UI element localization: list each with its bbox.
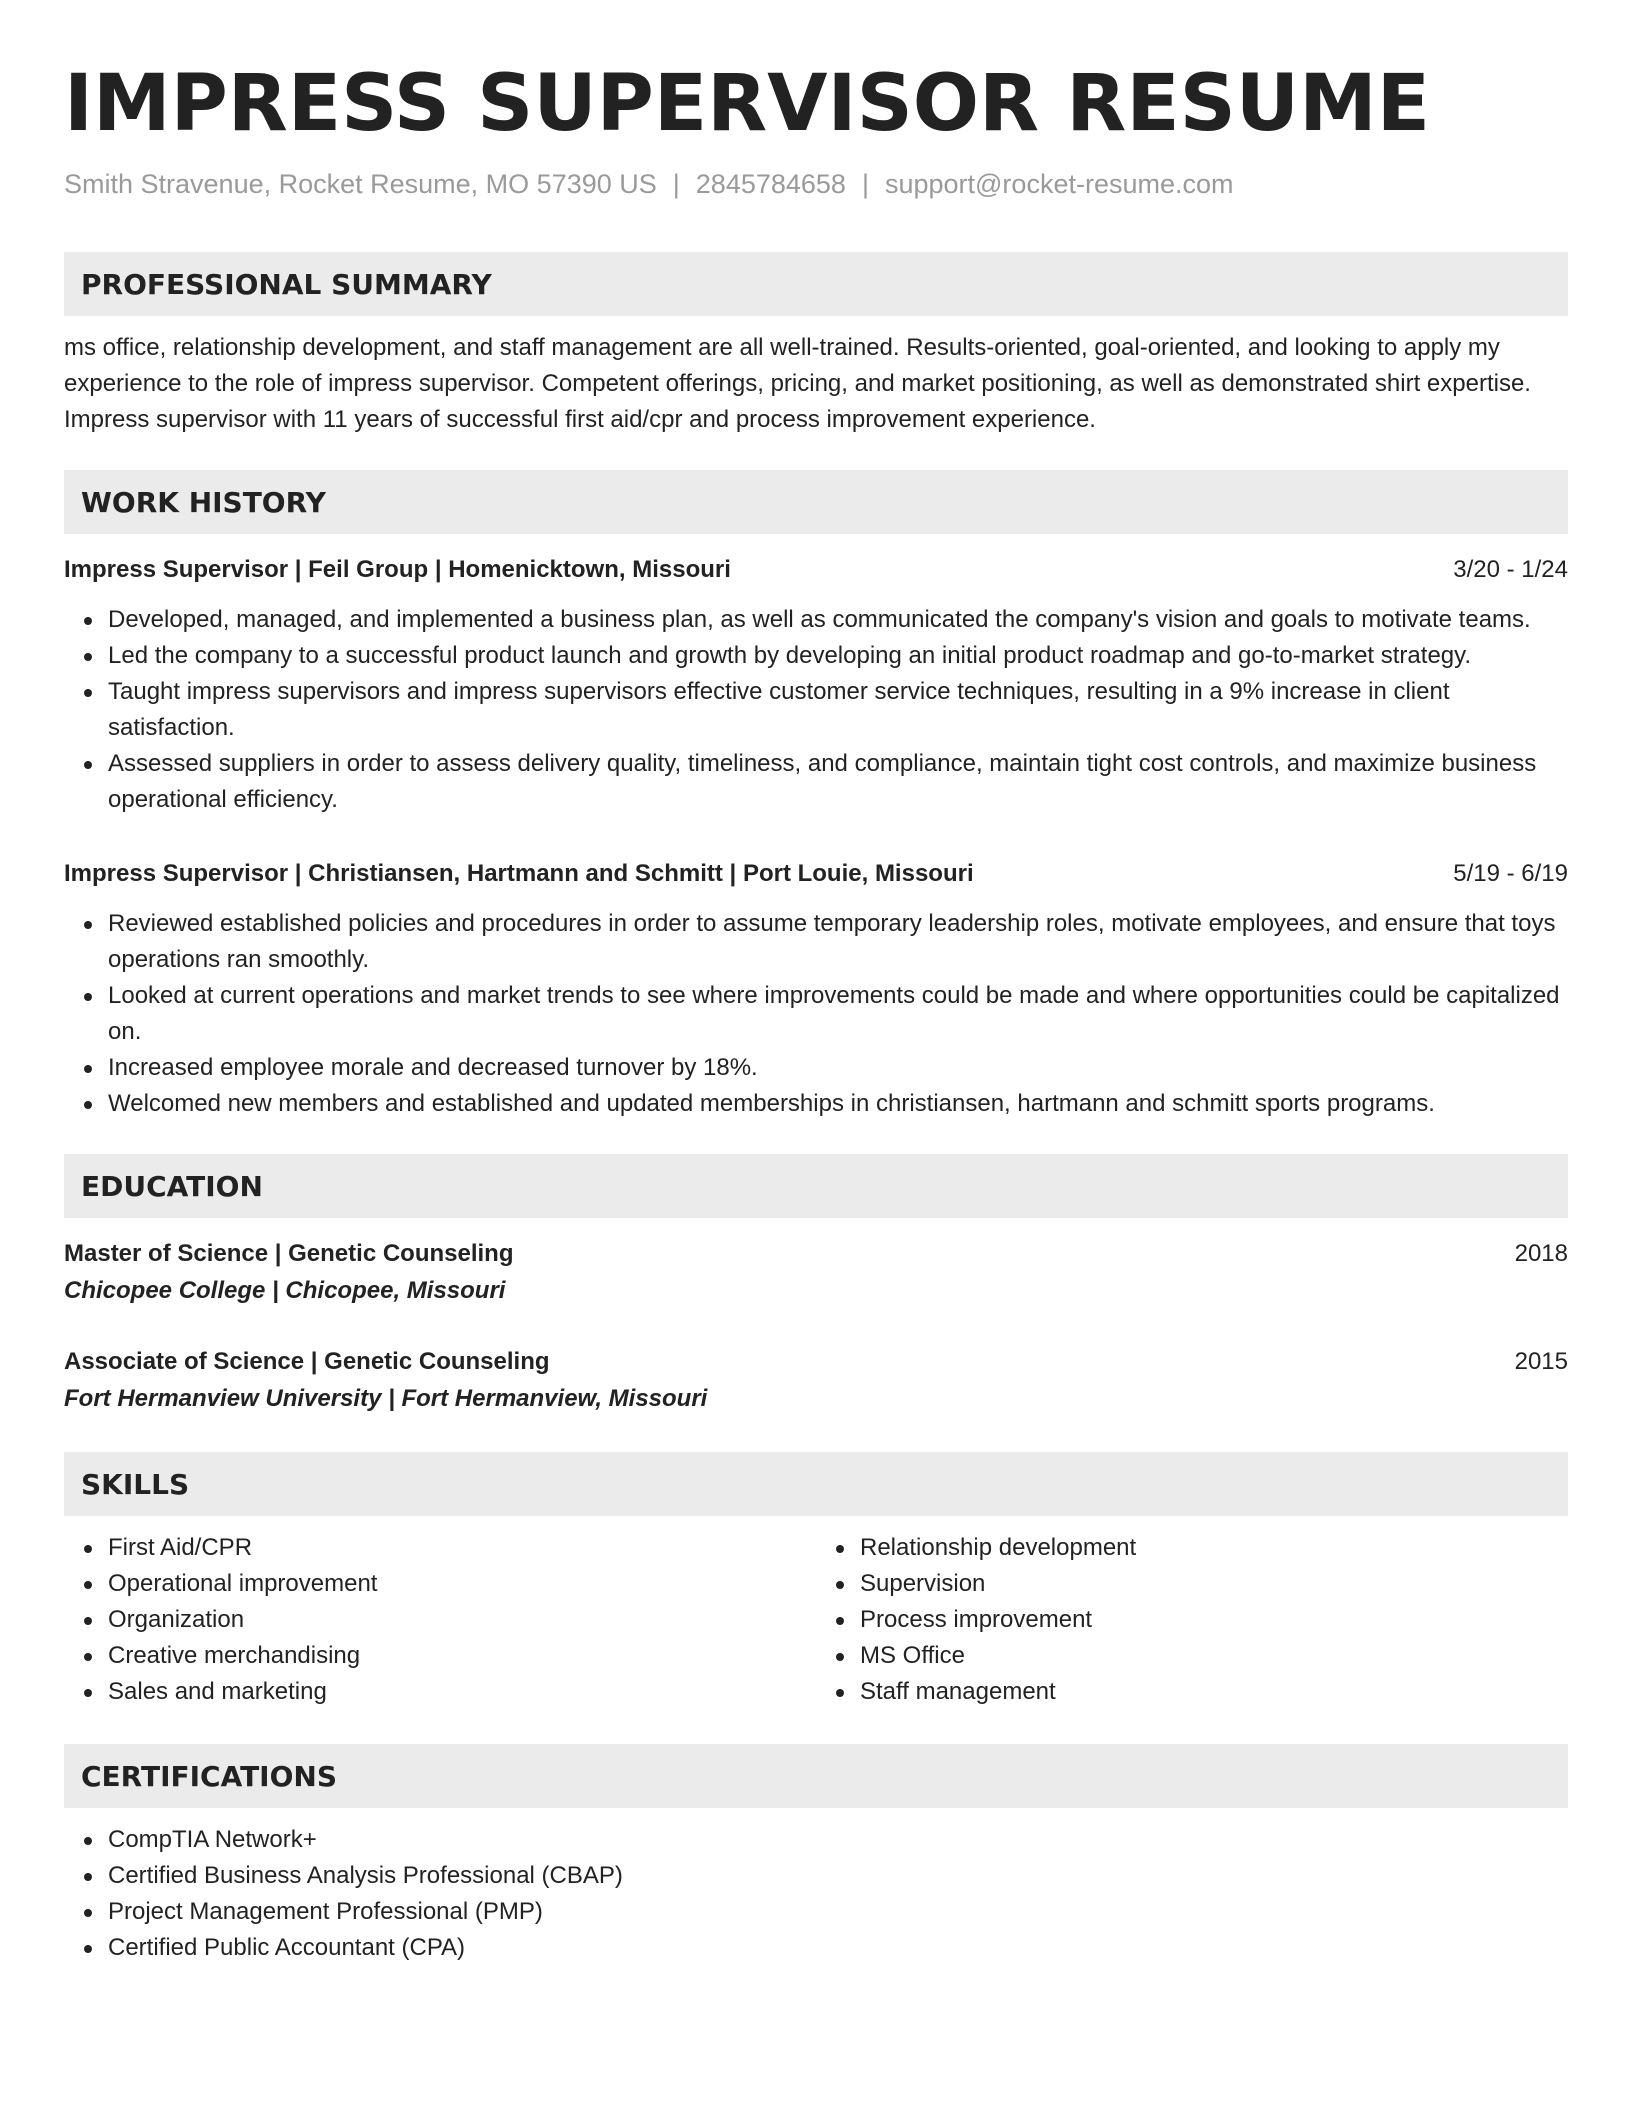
summary-heading: PROFESSIONAL SUMMARY: [64, 252, 1568, 316]
skills-grid: [64, 1530, 1568, 1710]
certifications-section: [64, 1744, 1568, 1966]
job-bullet: Reviewed established policies and procedures in order to assume temporary leadership roles, motivate employees, and ensure that toys operations ran smoothly.: [108, 906, 1568, 978]
contact-phone: 2845784658: [695, 169, 846, 199]
certification-item: CompTIA Network+: [108, 1822, 1568, 1858]
contact-separator: |: [861, 169, 869, 199]
job-bullet: Led the company to a successful product launch and growth by developing an initial product roadmap and go-to-market strategy.: [108, 638, 1568, 674]
job-bullet: Taught impress supervisors and impress supervisors effective customer service techniques, resulting in a 9% increase in client satisfaction.: [108, 674, 1568, 746]
job-entry: [64, 552, 1568, 818]
certification-item: Certified Business Analysis Professional (CBAP): [108, 1858, 1568, 1894]
job-bullet: Assessed suppliers in order to assess delivery quality, timeliness, and compliance, maintain tight cost controls, and maximize business operational efficiency.: [108, 746, 1568, 818]
education-heading: EDUCATION: [64, 1154, 1568, 1218]
education-entry: [64, 1236, 1568, 1310]
education-header: [64, 1344, 1568, 1380]
education-degree: Associate of Science | Genetic Counseling: [64, 1348, 550, 1375]
job-header: [64, 856, 1568, 892]
skills-list: [816, 1530, 1568, 1710]
job-header: [64, 552, 1568, 588]
skills-column-right: [816, 1530, 1568, 1710]
job-bullet: Welcomed new members and established and updated memberships in christiansen, hartmann and schmitt sports programs.: [108, 1086, 1568, 1122]
job-bullet: Developed, managed, and implemented a business plan, as well as communicated the company's vision and goals to motivate teams.: [108, 602, 1568, 638]
education-section: [64, 1154, 1568, 1418]
summary-text: ms office, relationship development, and staff management are all well-trained. Results-oriented, goal-oriented, and looking to apply my experience to the role of impress supervisor. Competent offerings, pricing, and market positioning, as well as demonstrated shirt expertise. Impress supervisor with 11 years of successful first aid/cpr and process improvement experience.: [64, 334, 1531, 433]
contact-line: [64, 166, 1568, 202]
job-bullet: Increased employee morale and decreased turnover by 18%.: [108, 1050, 1568, 1086]
job-entry: [64, 856, 1568, 1122]
skills-heading: SKILLS: [64, 1452, 1568, 1516]
education-school: Fort Hermanview University | Fort Hermanview, Missouri: [64, 1385, 708, 1412]
certifications-heading: CERTIFICATIONS: [64, 1744, 1568, 1808]
job-title: Impress Supervisor | Feil Group | Homenicktown, Missouri: [64, 556, 731, 583]
certifications-list: [64, 1822, 1568, 1966]
skills-column-left: [64, 1530, 816, 1710]
education-year: 2018: [1514, 1240, 1568, 1267]
job-title: Impress Supervisor | Christiansen, Hartmann and Schmitt | Port Louie, Missouri: [64, 860, 974, 887]
job-dates: 5/19 - 6/19: [1453, 860, 1568, 887]
contact-email: support@rocket-resume.com: [884, 169, 1234, 199]
education-entry: [64, 1344, 1568, 1418]
contact-separator: |: [672, 169, 680, 199]
contact-address: Smith Stravenue, Rocket Resume, MO 57390 US: [64, 169, 657, 199]
skill-item: Relationship development: [860, 1530, 1568, 1566]
job-bullet: Looked at current operations and market trends to see where improvements could be made and where opportunities could be capitalized on.: [108, 978, 1568, 1050]
job-bullets: [64, 602, 1568, 818]
summary-section: [64, 252, 1568, 438]
skill-item: Supervision: [860, 1566, 1568, 1602]
skill-item: MS Office: [860, 1638, 1568, 1674]
skill-item: First Aid/CPR: [108, 1530, 816, 1566]
skill-item: Staff management: [860, 1674, 1568, 1710]
certification-item: Certified Public Accountant (CPA): [108, 1930, 1568, 1966]
skill-item: Organization: [108, 1602, 816, 1638]
skills-list: [64, 1530, 816, 1710]
skills-section: [64, 1452, 1568, 1710]
education-header: [64, 1236, 1568, 1272]
education-degree: Master of Science | Genetic Counseling: [64, 1240, 514, 1267]
certification-item: Project Management Professional (PMP): [108, 1894, 1568, 1930]
work-history-section: [64, 470, 1568, 1122]
work-history-heading: WORK HISTORY: [64, 470, 1568, 534]
skill-item: Sales and marketing: [108, 1674, 816, 1710]
job-bullets: [64, 906, 1568, 1122]
skill-item: Creative merchandising: [108, 1638, 816, 1674]
skill-item: Process improvement: [860, 1602, 1568, 1638]
job-dates: 3/20 - 1/24: [1453, 556, 1568, 583]
skill-item: Operational improvement: [108, 1566, 816, 1602]
resume-title: IMPRESS SUPERVISOR RESUME: [64, 59, 1431, 149]
education-year: 2015: [1514, 1348, 1568, 1375]
education-school: Chicopee College | Chicopee, Missouri: [64, 1277, 506, 1304]
